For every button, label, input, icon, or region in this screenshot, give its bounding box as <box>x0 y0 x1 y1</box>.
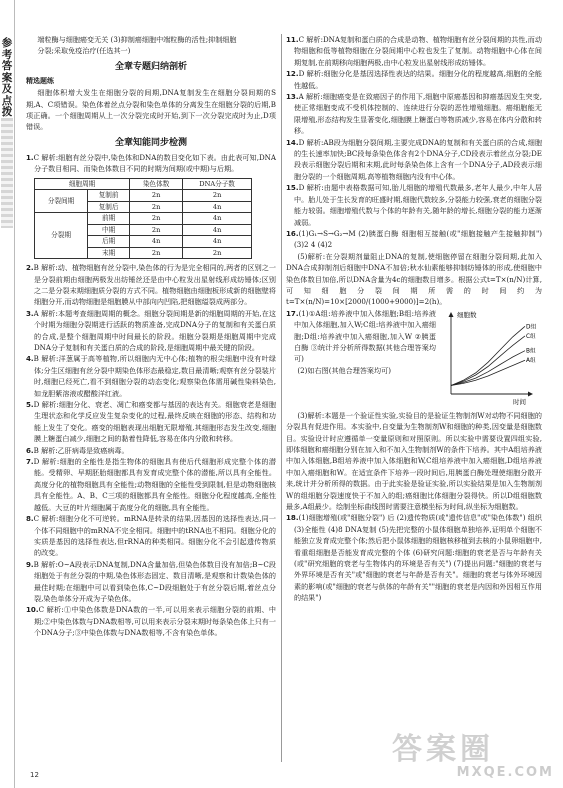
chart-x-arrow <box>528 391 533 396</box>
table-cell: 2n <box>130 213 183 225</box>
answer-18 <box>286 512 542 603</box>
answer-number: 16. <box>286 228 299 238</box>
watermark-url: MXQE.COM <box>456 765 554 780</box>
answer-13 <box>286 91 542 137</box>
answer-17-text-block <box>286 308 436 376</box>
sidebar-title: 参考答案及点拨 <box>1 37 13 118</box>
cell-cycle-table <box>34 178 252 260</box>
answer-number: 1. <box>26 152 34 162</box>
answer-number: 11. <box>286 35 299 44</box>
answer-16-analysis: (5)解析:在分裂期剂量阻止DNA的复制,使细胞停留在细胞分裂间期,此加入DNA合成抑制剂后细胞中DNA不加倍;秋水仙素能够抑制纺锤体的形成,使细胞中染色体数目加倍,所以DNA含量为4c的细胞数目增多。根据公式t=T×(n/N)计算,可知细胞分裂间期所需的时间约为 t=T×(n/N)=10×[2000/(1000+9000)]=2(h)。 <box>286 251 542 307</box>
column-divider <box>281 34 282 762</box>
table-cell: 4n <box>183 236 252 248</box>
answer-1 <box>26 152 276 175</box>
answer-15 <box>286 182 542 228</box>
watermark-text: 答案圈 <box>392 732 494 767</box>
chart-series-label: B组 <box>526 348 536 355</box>
chart-series-label: A组 <box>526 357 536 364</box>
answer-text: C 解析:细胞分化不可逆转。mRNA是转录的结果,因基因的选择性表达,同一个体不同细胞中的mRNA不完全相同。细胞中的tRNA也不相同。细胞分化的实质是基因的选择性表达,但rRNA的种类相同。细胞分化不会引起遗传物质的改变。 <box>33 514 276 558</box>
table-header: DNA分子数 <box>183 178 252 190</box>
answer-number: 9. <box>26 559 34 569</box>
chart-series-line <box>451 336 525 386</box>
answer-text: (1)G₁→S→G₂→M (2)胰蛋白酶 细胞相互接触(或"细胞接触产生接触抑制") (3)2 4 (4)2 <box>294 228 542 250</box>
table-row <box>35 213 252 225</box>
right-column <box>286 34 542 604</box>
table-cell: 2n <box>183 247 252 259</box>
watermark-logo <box>392 734 562 780</box>
subsection-title: 精选题练 <box>26 76 54 85</box>
table-group-label: 分裂期 <box>35 213 88 259</box>
chart-series-label: D组 <box>526 324 537 331</box>
chart-y-arrow <box>449 312 454 317</box>
answer-12 <box>286 68 542 91</box>
top-line-2: 分裂;采取免疫治疗(任选其一) <box>37 46 131 56</box>
answer-text: C 解析:细胞有丝分裂中,染色体和DNA的数目变化如下表。由此表可知,DNA分子数目相同、而染色体数目不同的时期为间期(或中期)与后期。 <box>33 152 276 174</box>
sidebar-decoration <box>1 118 13 228</box>
table-cell: 4n <box>183 201 252 213</box>
table-row <box>35 190 252 202</box>
answer-number: 10. <box>26 605 39 615</box>
answer-17-analysis: (3)解析:本题是一个验证性实验,实验目的是验证生物制剂W对动物不同细胞的分裂具有促进作用。本实验中,自变量为生物制剂W和细胞的种类,因变量是细胞数目。实验设计时应遵循单一变量原则和对照原则。所以实验中需要设置四组实验,即体细胞和癌细胞分别在加入和不加入生物制剂W的条件下培养。其中A组培养液中加入体细胞,B组培养液中加入体细胞和W,C组培养液中加入癌细胞,D组培养液中加入癌细胞和W。在适宜条件下培养一段时间后,用胰蛋白酶处理使细胞分散开来,统计并分析所得的数据。由于此实验是验证实验,所以实验结果是加入生物制剂W的组细胞分裂速度快于不加入的组;癌细胞比体细胞分裂得快。所以D组细胞数最多,A组最少。绘制坐标曲线图时需要注意横坐标为时间,纵坐标为细胞数。 <box>286 410 542 511</box>
chart-y-axis-label: 细胞数 <box>457 310 477 319</box>
answer-17 <box>286 308 436 365</box>
answer-3 <box>26 308 276 354</box>
answer-text: B 解析:O~A段表示DNA复制,DNA含量加倍,但染色体数目没有加倍;B~C段细胞处于有丝分裂的中期,染色体形态固定、数目清晰,是观察和计数染色体的最佳时期;在细胞中可以看到染色体,C~D段细胞处于有丝分裂后期,着丝点分裂,染色单体分开成为子染色体。 <box>33 559 276 603</box>
answer-text: D 解析:细胞分化是基因选择性表达的结果。细胞分化的程度越高,细胞的全能性越低。 <box>294 69 542 90</box>
answer-7 <box>26 456 276 513</box>
cell-growth-chart <box>443 308 539 406</box>
answer-number: 6. <box>26 445 34 455</box>
answer-number: 3. <box>26 308 34 318</box>
answer-number: 7. <box>26 457 34 467</box>
answer-6 <box>26 445 276 456</box>
chart-series-line <box>451 350 525 385</box>
section-title-test: 全章知能同步检测 <box>114 137 187 148</box>
answer-text: B 解析:动、植物细胞有丝分裂中,染色体的行为是完全相同的,两者的区别之一是分裂前期由细胞两极发出纺锤丝还是由中心粒发出星射线形成纺锤体;区别之二是分裂末期细胞质分裂的方式不同。植物细胞由细胞板形成新的细胞壁将细胞分开,而动物细胞是细胞膜从中部向内凹陷,把细胞缢裂成两部分。 <box>33 263 276 307</box>
answer-8 <box>26 513 276 559</box>
answer-number: 13. <box>286 92 299 102</box>
table-cell: 复制后 <box>88 201 130 213</box>
table-cell: 复制前 <box>88 190 130 202</box>
table-cell: 2n <box>130 247 183 259</box>
table-cell: 末期 <box>88 247 130 259</box>
chart-series-line <box>451 326 525 385</box>
answer-number: 15. <box>286 183 299 193</box>
answer-number: 17. <box>286 308 299 318</box>
table-cell: 后期 <box>88 236 130 248</box>
table-cell: 中期 <box>88 224 130 236</box>
answer-text: D 解析:由题中表格数据可知,胎儿细胞的增殖代数最多,老年人最少,中年人居中。胎儿处于生长发育的旺盛时期,细胞代数较多,分裂能力较强,衰老的细胞分裂能力较弱。细胞增殖代数与个体的年龄有关,随年龄的增长,细胞分裂的能力逐渐减弱。 <box>294 183 542 227</box>
left-column <box>26 34 276 639</box>
page-number: 12 <box>30 771 39 779</box>
answer-9 <box>26 559 276 605</box>
answer-16 <box>286 228 542 251</box>
table-cell: 2n <box>130 224 183 236</box>
answer-number: 14. <box>286 137 299 147</box>
answer-text: A 解析:本题考查细胞周期的概念。细胞分裂间期是新的细胞周期的开始,在这个时期为细胞分裂期进行活跃的物质准备,完成DNA分子的复制和有关蛋白质的合成,是整个细胞周期中时间最长的阶段。细胞分裂期是细胞周期中完成DNA分子复制和有关蛋白质的合成的阶段,是细胞周期中最关键的阶段。 <box>33 308 276 352</box>
answer-14 <box>286 137 542 183</box>
table-cell: 4n <box>130 236 183 248</box>
answer-4 <box>26 353 276 399</box>
section-title-summary: 全章专题归纳剖析 <box>114 61 187 72</box>
subsection-paragraph: 细胞体积增大发生在细胞分裂的间期,DNA复制发生在细胞分裂间期的S期,A、C项错误。染色体着丝点分裂和染色单体的分离发生在细胞分裂的后期,B项正确。一个细胞周期从上一次分裂完成时开始,到下一次分裂完成时为止,D项错误。 <box>26 88 276 132</box>
table-cell: 2n <box>183 190 252 202</box>
answer-17-block <box>286 308 542 410</box>
answer-number: 2. <box>26 263 34 273</box>
table-header-row <box>35 178 252 190</box>
answer-number: 8. <box>26 514 34 524</box>
chart-series-label: C组 <box>526 333 536 340</box>
answer-text: B 解析:洋葱属于高等植物,所以细胞内无中心体;植物的根尖细胞中没有叶绿体;分生区细胞有丝分裂中期染色体形态最稳定,数目最清晰;观察有丝分裂装片时,细胞已经死亡,看不到细胞分裂的动态变化;观察染色体需用碱性染料染色,如龙胆紫溶液或醋酸洋红液。 <box>33 354 276 398</box>
answer-text: C 解析:DNA复制和蛋白质的合成是动物、植物细胞有丝分裂间期的共性,而动物细胞和低等植物细胞在分裂间期中心粒也发生了复制。动物细胞中心体在间期复制,在前期移向细胞两极,由中心粒发出星射线形成纺锤体。 <box>294 35 542 67</box>
answer-17-figure-note: (2)如右图(其他合理答案均可) <box>297 365 391 375</box>
answer-5 <box>26 399 276 445</box>
answer-text: C 解析:①中染色体数是DNA数的一半,可以用来表示细胞分裂的前期、中期;②中染色体数与DNA数相等,可以用来表示分裂末期时每条染色体上只有一个DNA分子;③中染色体数与DNA数相等,不含有染色单体。 <box>34 605 276 638</box>
sidebar <box>0 0 15 788</box>
chart-x-axis-label: 时间 <box>513 397 526 406</box>
table-header: 细胞周期 <box>35 178 130 190</box>
answer-text: D 解析:AB段为细胞分裂间期,主要完成DNA的复制和有关蛋白质的合成,细胞的生长速率加快;BC段每条染色体含有2个DNA分子,CD段表示着丝点分裂;DE段表示细胞分裂后期和末期,此时每条染色体上含有一个DNA分子,AD段表示细胞分裂的一个细胞周期,高等植物细胞内没有中心体。 <box>294 137 542 181</box>
answer-2 <box>26 262 276 308</box>
answer-number: 12. <box>286 69 299 79</box>
answer-text: (1)①A组:培养液中加入体细胞;B组:培养液中加入体细胞,加入W;C组:培养液中加入癌细胞;D组:培养液中加入癌细胞,加入W ②胰蛋白酶 ③统计并分析所得数据(其他合理答案均可) <box>294 308 436 364</box>
answer-10 <box>26 604 276 638</box>
table-cell: 4n <box>183 224 252 236</box>
table-cell: 2n <box>130 190 183 202</box>
table-cell: 前期 <box>88 213 130 225</box>
table-group-label: 分裂间期 <box>35 190 88 213</box>
table-cell: 2n <box>130 201 183 213</box>
answer-text: A 解析:细胞癌变是在致癌因子的作用下,细胞中原癌基因和抑癌基因发生突变,使正常细胞变成不受机体控制的、连续进行分裂的恶性增殖细胞。癌细胞能无限增殖,形态结构发生显著变化,细胞膜上糖蛋白等物质减少,容易在体内分散和转移。 <box>294 92 542 136</box>
answer-text: (1)细胞增殖(或"细胞分裂") 后 (2)遗传物质(或"遗传信息"或"染色体数") 组织 (3)全能性 (4)8 DNA复制 (5)先把完整的小鼠体细胞单独培养,证明单个细胞不能独立发育成完整个体;然后把小鼠体细胞的细胞核移植到去核的小鼠卵细胞中,看重组细胞是否能发育成完整的个体 (6)研究问题:细胞的衰老是否与年龄有关(或"研究细胞的衰老与生物体内的环境是否有关") (7)提出问题:"细胞的衰老与外界环境是否有关"或"细胞的衰老与年龄是否有关"。细胞的衰老与体外环境因素的影响(或"细胞的衰老与供体的年龄有关""细胞的衰老是内因和外因相互作用的结果") <box>294 513 542 603</box>
table-cell: 4n <box>183 213 252 225</box>
answer-number: 4. <box>26 354 34 364</box>
answer-text: D 解析:细胞的全能性是指生物体的细胞具有使后代细胞形成完整个体的潜能。受精卵、早期胚胎细胞都具有发育成完整个体的潜能,所以具有全能性。高度分化的植物细胞具有全能性;动物细胞的全能性受到限制,但是动物细胞核具有全能性。A、B、C三项的细胞都具有全能性。细胞分化程度越高,全能性越低。大豆的叶片细胞属于高度分化的细胞,具有全能性。 <box>33 457 276 512</box>
answer-number: 5. <box>26 400 34 410</box>
answer-text: D 解析:细胞分化、衰老、凋亡和癌变都与基因的表达有关。细胞衰老是细胞生理状态和化学反应发生复杂变化的过程,最终反映在细胞的形态、结构和功能上发生了变化。癌变的细胞表现出细胞无限增殖,其细胞形态发生改变,细胞膜上糖蛋白减少,细胞之间的黏着性降低,容易在体内分散和转移。 <box>33 400 276 444</box>
answer-number: 18. <box>286 513 299 523</box>
top-line-1: 端粒酶与细胞癌变无关 (3)抑制癌细胞中端粒酶的活性;抑制细胞 <box>37 35 237 44</box>
answer-text: B 解析:乙肝病毒是致癌病毒。 <box>33 445 129 455</box>
table-header: 染色体数 <box>130 178 183 190</box>
answer-11 <box>286 34 542 68</box>
